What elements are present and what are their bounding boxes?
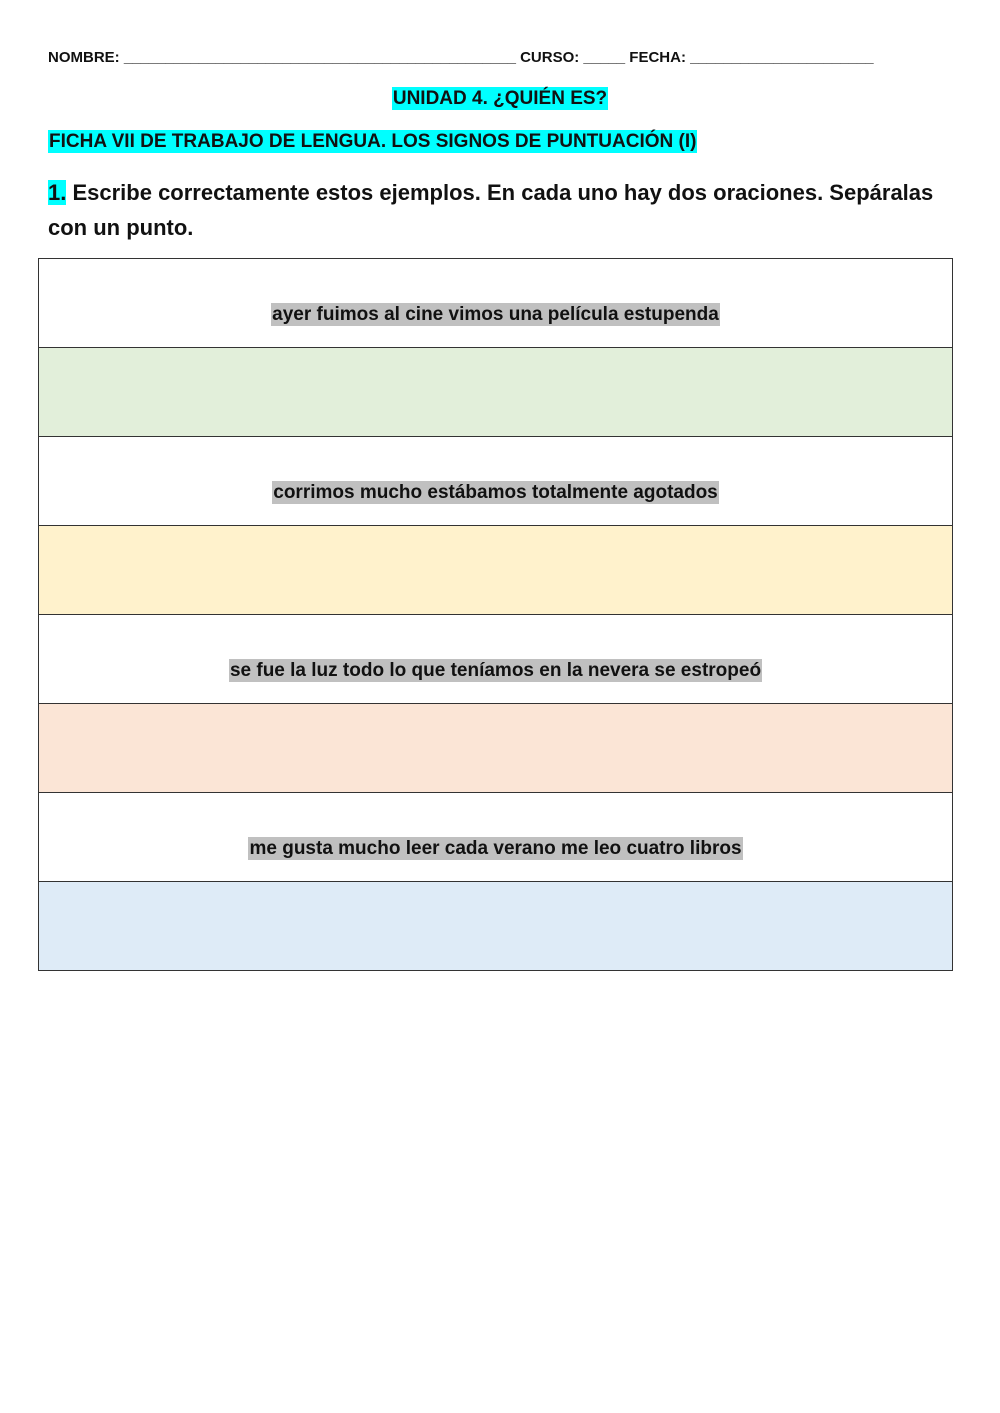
exercise-table xyxy=(38,258,953,971)
worksheet-title xyxy=(48,131,697,153)
sentence-row-2 xyxy=(39,437,952,526)
sentence-row-3 xyxy=(39,615,952,704)
sentence-text-3: se fue la luz todo lo que teníamos en la nevera se estropeó xyxy=(229,660,762,681)
exercise-number: 1. xyxy=(48,180,67,205)
answer-text-2[interactable] xyxy=(495,570,497,593)
answer-box-1[interactable] xyxy=(39,348,952,437)
unit-title-text: UNIDAD 4. ¿QUIÉN ES? xyxy=(392,88,608,109)
sentence-row-4 xyxy=(39,793,952,882)
answer-box-2[interactable] xyxy=(39,526,952,615)
exercise-instruction-text: Escribe correctamente estos ejemplos. En cada uno hay dos oraciones. Sepáralas con un punto. xyxy=(48,180,934,240)
answer-text-3[interactable] xyxy=(495,748,497,771)
answer-box-3[interactable] xyxy=(39,704,952,793)
unit-title xyxy=(0,88,1000,110)
sentence-row-1 xyxy=(39,259,952,348)
answer-text-1[interactable] xyxy=(495,392,497,415)
worksheet-title-text: FICHA VII DE TRABAJO DE LENGUA. LOS SIGNOS DE PUNTUACIÓN (I) xyxy=(49,131,697,152)
student-info-line: NOMBRE: _______________________________________________ CURSO: _____ FECHA: ______________________ xyxy=(48,49,874,66)
answer-box-4[interactable] xyxy=(39,882,952,971)
sentence-text-1: ayer fuimos al cine vimos una película estupenda xyxy=(272,304,719,325)
exercise-instruction xyxy=(48,175,948,245)
sentence-text-4: me gusta mucho leer cada verano me leo cuatro libros xyxy=(249,838,742,859)
sentence-text-2: corrimos mucho estábamos totalmente agotados xyxy=(273,482,718,503)
answer-text-4[interactable] xyxy=(495,926,497,949)
